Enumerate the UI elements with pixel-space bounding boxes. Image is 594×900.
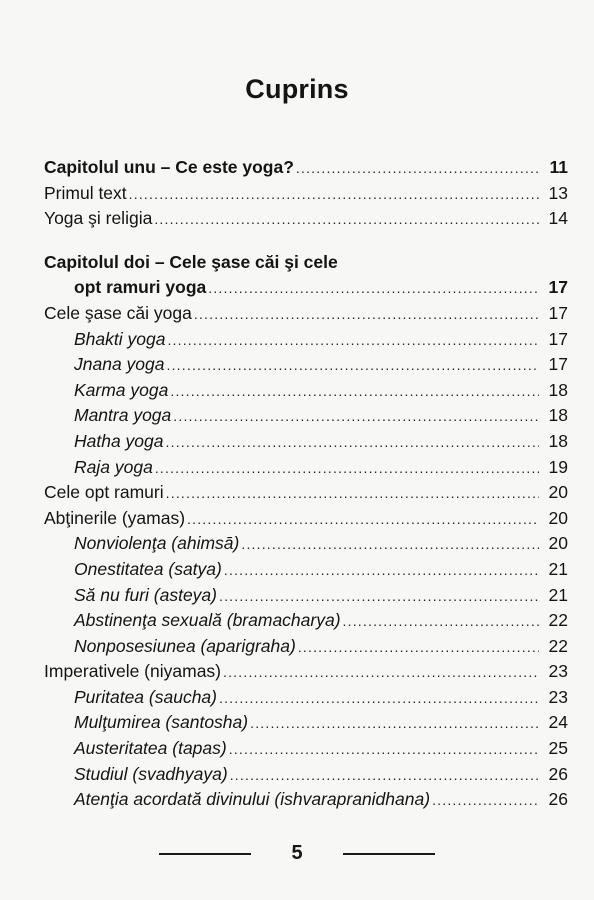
dot-leader xyxy=(187,511,539,527)
toc-chapter-2-line-1[interactable] xyxy=(44,252,568,278)
toc-page-number: 22 xyxy=(548,610,568,631)
toc-page-number: 24 xyxy=(548,712,568,733)
toc-subentry[interactable] xyxy=(44,636,568,662)
toc-entry-title: Abţinerile (yamas) xyxy=(44,507,186,528)
toc-page-number: 25 xyxy=(548,738,568,759)
toc-chapter-1[interactable] xyxy=(44,157,568,183)
dot-leader xyxy=(155,460,539,476)
page-footer xyxy=(0,842,594,865)
dot-leader xyxy=(298,639,539,655)
toc-page-number: 22 xyxy=(548,635,568,656)
page-title: Cuprins xyxy=(245,74,349,104)
toc-page-number: 17 xyxy=(548,302,568,323)
toc-entry-title: Cele şase căi yoga xyxy=(44,302,192,323)
toc-entry-title: Yoga şi religia xyxy=(44,208,153,229)
dot-leader xyxy=(154,211,539,227)
dot-leader xyxy=(241,536,539,552)
toc-page-number: 11 xyxy=(549,157,568,177)
toc-subentry[interactable] xyxy=(44,585,568,611)
dot-leader xyxy=(219,690,539,706)
dot-leader xyxy=(166,434,539,450)
footer-rule-right xyxy=(343,853,435,855)
toc-entry[interactable] xyxy=(44,508,568,534)
dot-leader xyxy=(250,715,539,731)
toc-page-number: 23 xyxy=(548,661,568,682)
toc-page-number: 18 xyxy=(548,379,568,400)
toc-entry[interactable] xyxy=(44,661,568,687)
dot-leader xyxy=(166,485,539,501)
table-of-contents xyxy=(44,157,568,815)
toc-entry[interactable] xyxy=(44,303,568,329)
toc-page-number: 26 xyxy=(548,763,568,784)
toc-entry-title: Abstinenţa sexuală (bramacharya) xyxy=(74,610,341,631)
toc-subentry[interactable] xyxy=(44,712,568,738)
toc-entry-title: Studiul (svadhyaya) xyxy=(74,763,228,784)
toc-entry-title: Onestitatea (satya) xyxy=(74,558,222,579)
toc-page-number: 14 xyxy=(548,208,568,229)
toc-entry-title: Nonviolenţa (ahimsā) xyxy=(74,533,240,554)
toc-subentry[interactable] xyxy=(44,559,568,585)
dot-leader xyxy=(296,160,539,176)
toc-page-number: 18 xyxy=(548,430,568,451)
toc-page-number: 21 xyxy=(548,584,568,605)
dot-leader xyxy=(167,357,540,373)
toc-entry[interactable] xyxy=(44,482,568,508)
toc-subentry[interactable] xyxy=(44,354,568,380)
toc-entry-title: Nonposesiunea (aparigraha) xyxy=(74,635,296,656)
toc-entry-title: Atenţia acordată divinului (ishvarapranidhana) xyxy=(74,789,431,810)
toc-chapter-title: Capitolul unu – Ce este yoga? xyxy=(44,157,294,177)
toc-page-number: 19 xyxy=(548,456,568,477)
toc-subentry[interactable] xyxy=(44,431,568,457)
toc-entry-title: Cele opt ramuri xyxy=(44,482,164,503)
toc-entry-title: Hatha yoga xyxy=(74,430,164,451)
toc-entry-title: Raja yoga xyxy=(74,456,153,477)
dot-leader xyxy=(343,613,539,629)
dot-leader xyxy=(170,383,539,399)
toc-entry-title: Karma yoga xyxy=(74,379,169,400)
toc-chapter-title-cont: opt ramuri yoga xyxy=(74,277,207,298)
toc-subentry[interactable] xyxy=(44,329,568,355)
toc-page-number: 18 xyxy=(548,405,568,426)
dot-leader xyxy=(219,588,539,604)
toc-page-number: 21 xyxy=(548,558,568,579)
toc-entry-title: Primul text xyxy=(44,182,127,203)
toc-subentry[interactable] xyxy=(44,405,568,431)
toc-chapter-2[interactable] xyxy=(44,277,568,303)
toc-entry[interactable] xyxy=(44,208,568,234)
toc-entry-title: Austeritatea (tapas) xyxy=(74,738,227,759)
toc-subentry[interactable] xyxy=(44,789,568,815)
dot-leader xyxy=(208,280,539,296)
toc-entry-title: Puritatea (saucha) xyxy=(74,686,217,707)
toc-page-number: 13 xyxy=(548,182,568,203)
toc-subentry[interactable] xyxy=(44,610,568,636)
dot-leader xyxy=(173,408,539,424)
toc-page-number: 20 xyxy=(548,533,568,554)
footer-rule-left xyxy=(159,853,251,855)
toc-page-number: 23 xyxy=(548,686,568,707)
dot-leader xyxy=(194,306,539,322)
toc-entry-title: Imperativele (niyamas) xyxy=(44,661,221,682)
toc-entry-title: Mulţumirea (santosha) xyxy=(74,712,249,733)
dot-leader xyxy=(230,767,539,783)
toc-subentry[interactable] xyxy=(44,457,568,483)
dot-leader xyxy=(129,186,539,202)
toc-chapter-title: Capitolul doi – Cele şase căi şi cele xyxy=(44,251,338,272)
dot-leader xyxy=(224,562,539,578)
page-number: 5 xyxy=(291,842,303,864)
dot-leader xyxy=(432,792,539,808)
toc-page-number: 20 xyxy=(548,482,568,503)
toc-page-number: 17 xyxy=(548,354,568,375)
toc-subentry[interactable] xyxy=(44,533,568,559)
toc-page-number: 20 xyxy=(548,507,568,528)
toc-entry-title: Jnana yoga xyxy=(74,354,165,375)
toc-page-number: 17 xyxy=(548,328,568,349)
toc-subentry[interactable] xyxy=(44,738,568,764)
toc-page-number: 26 xyxy=(548,789,568,810)
toc-entry-title: Bhakti yoga xyxy=(74,328,166,349)
toc-subentry[interactable] xyxy=(44,764,568,790)
toc-entry-title: Mantra yoga xyxy=(74,405,172,426)
toc-entry-title: Să nu furi (asteya) xyxy=(74,584,217,605)
dot-leader xyxy=(223,664,539,680)
dot-leader xyxy=(167,332,539,348)
dot-leader xyxy=(229,741,539,757)
toc-page-number: 17 xyxy=(548,277,568,298)
toc-subentry[interactable] xyxy=(44,380,568,406)
section-gap xyxy=(44,234,568,252)
toc-entry[interactable] xyxy=(44,183,568,209)
toc-subentry[interactable] xyxy=(44,687,568,713)
